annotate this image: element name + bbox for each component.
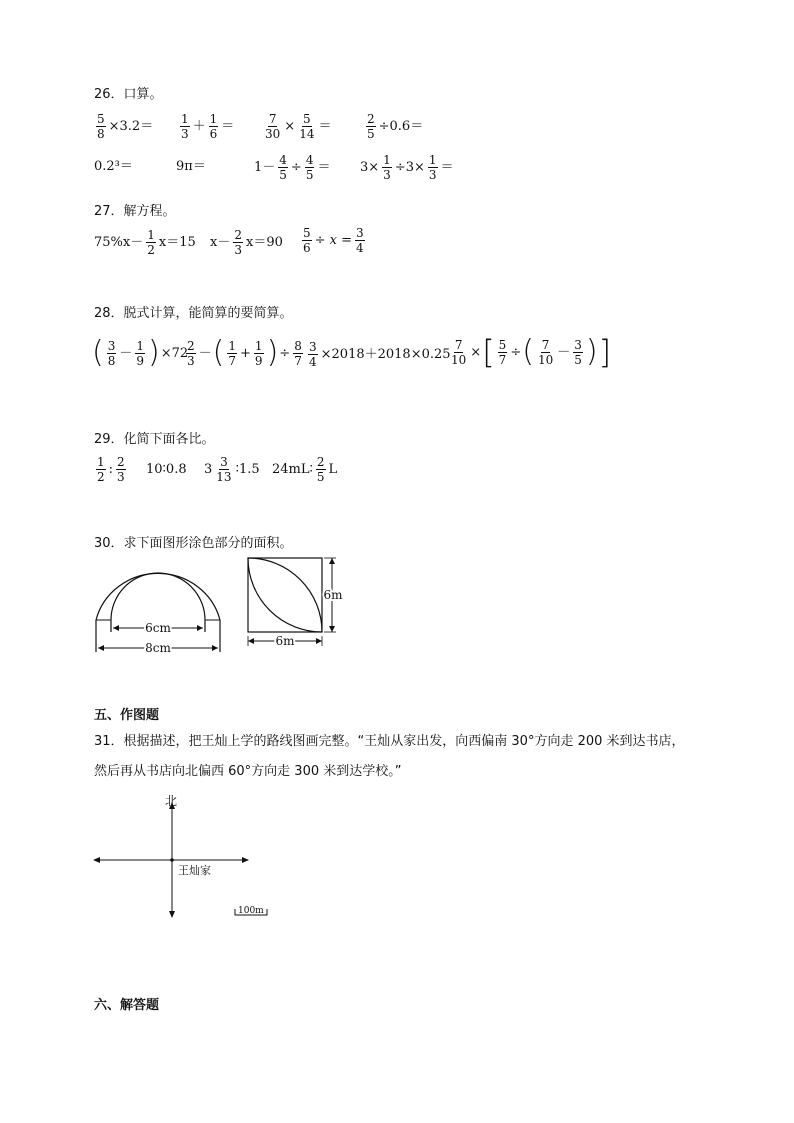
denominator: 5 [279,168,287,182]
numerator: 7 [541,337,550,352]
numerator: 3 [220,455,228,469]
numerator: 2 [367,112,375,126]
q28-expr-3 [306,340,451,369]
denominator: 5 [305,168,314,182]
denominator: 30 [265,127,281,141]
q26-expr-1 [94,112,153,141]
numerator: 1 [228,338,237,353]
denominator: 5 [316,470,325,484]
expr-text: ×3.2＝ [108,119,154,134]
numerator: 5 [498,337,507,352]
q26-expr-5 [94,160,133,173]
q27-equation-3 [300,226,367,255]
square-leaf-figure [244,552,354,652]
arc-upper [248,558,322,632]
numerator: 1 [136,338,145,353]
expr-text: 24mL∶ [272,462,313,477]
outer-dimension-label: 8cm [145,641,171,655]
denominator: 7 [294,353,302,368]
numerator: 5 [97,112,105,126]
denominator: 10 [537,352,554,367]
numerator: 4 [305,153,314,167]
north-label: 北 [165,794,178,808]
operator: － [119,345,133,361]
q30-title: 30．求下面图形涂色部分的面积。 [94,536,293,551]
q28-title: 28．脱式计算，能简算的要简算。 [94,306,293,321]
numerator: 2 [234,228,242,242]
q28-expr-2: $\frac{2}{3}$ － ( $\frac{1}{7}$ + $\frac{1}{9}$ ) ÷ $\frac{8}{7}$ [187,335,302,370]
numerator: 2 [187,338,195,353]
q26-expr-8 [360,153,454,182]
numerator: 1 [254,338,263,353]
denominator: 6 [209,127,218,141]
denominator: 10 [451,352,467,367]
q26-expr-7 [254,153,330,182]
numerator: 4 [279,153,287,167]
numerator: 1 [383,153,391,167]
scale-label: 100m [238,906,264,916]
denominator: 2 [147,243,155,257]
q27-equation-1 [94,228,196,257]
numerator: 7 [454,337,463,352]
expr-text: L [328,462,338,477]
expr-text: ∶1.5 [235,462,260,477]
expr-text: 75%x－ [94,235,144,250]
denominator: 2 [97,470,105,484]
operator: ÷ [290,160,302,175]
q28-expr-1: ( $\frac{3}{8}$ － $\frac{1}{9}$ ) ×72 [92,335,189,370]
expr-text: ÷3× [394,160,425,175]
expr-text: ×2018＋2018×0.25 [320,347,451,362]
home-label: 王灿家 [178,864,211,877]
denominator: 14 [299,127,315,141]
expr-text: x＝15 [158,235,196,250]
inner-dimension-label: 6cm [145,621,171,635]
square [248,558,322,632]
direction-diagram [90,790,290,925]
q29-ratio-4 [272,455,337,484]
semicircle-ring-figure [90,552,230,656]
east-arrow-icon [242,857,249,863]
q29-title: 29．化简下面各比。 [94,432,215,447]
numerator: 8 [294,338,302,353]
south-arrow-icon [169,911,175,918]
denominator: 13 [216,470,232,484]
numerator: 1 [181,112,189,126]
q27-equation-2 [210,228,283,257]
operator: × [284,119,296,134]
width-label: 6m [275,634,295,648]
operator: － [198,345,212,361]
denominator: 3 [117,470,125,484]
outer-arc [96,573,220,620]
expr-text: x－ [210,235,231,250]
expr-text: 9π＝ [176,159,206,174]
expr-text: 1－ [254,160,276,175]
operator: ÷ [510,344,522,360]
q26-expr-4 [364,112,423,141]
west-arrow-icon [93,857,100,863]
operator: ÷ [279,345,291,361]
home-point [170,858,174,862]
q26-expr-6 [176,160,206,173]
denominator: 3 [234,243,242,257]
operator: ＋ [192,119,206,134]
numerator: 3 [309,340,317,354]
operator: + [240,345,251,361]
denominator: 8 [107,353,116,368]
equals: ＝ [317,160,331,175]
expr-text: 10∶0.8 [146,462,187,477]
denominator: 9 [136,353,145,368]
section-6-heading: 六、解答题 [94,998,160,1013]
q26-title: 26．口算。 [94,87,163,102]
q29-ratio-1 [94,455,128,484]
denominator: 4 [356,241,364,255]
denominator: 3 [428,168,437,182]
operator: － [557,344,571,360]
q29-ratio-3 [204,455,260,484]
q27-title: 27．解方程。 [94,204,176,219]
numerator: 2 [316,455,325,469]
denominator: 9 [254,353,263,368]
inner-arc [111,573,205,620]
denominator: 3 [181,127,189,141]
equals: ＝ [318,119,332,134]
expr-text: ×72 [160,345,189,361]
operator: × [470,344,482,360]
numerator: 1 [428,153,437,167]
equals: ＝ [440,160,454,175]
denominator: 3 [383,168,391,182]
equals: ＝ [221,119,235,134]
section-5-heading: 五、作图题 [94,708,160,723]
denominator: 5 [367,127,375,141]
expr-text: 0.2³＝ [94,159,133,174]
q28-expr-4: $\frac{7}{10}$ × [ $\frac{5}{7}$ ÷ ( $\frac{7}{10}$ － $\frac{3}{5}$ ) ] [451,333,612,371]
q26-expr-2 [178,112,234,141]
numerator: 1 [147,228,155,242]
expr-text: 3× [360,160,380,175]
colon: : [108,462,114,477]
numerator: 1 [209,112,218,126]
q31-text-line-1: 31．根据描述，把王灿上学的路线图画完整。“王灿从家出发，向西偏南 30°方向走 200 米到达书店， [94,734,685,749]
denominator: 6 [303,241,311,255]
denominator: 5 [574,352,582,367]
denominator: 8 [97,127,105,141]
denominator: 7 [498,352,507,367]
q26-expr-3 [262,112,331,141]
numerator: 1 [97,455,105,469]
q31-text-line-2: 然后再从书店向北偏西 60°方向走 300 米到达学校。” [94,764,402,779]
arc-lower [248,558,322,632]
q29-ratio-2 [146,463,187,476]
numerator: 3 [107,338,116,353]
denominator: 7 [228,353,237,368]
expr-text: ÷0.6＝ [378,119,424,134]
numerator: 3 [356,226,364,240]
numerator: 5 [303,226,311,240]
denominator: 3 [187,353,195,368]
numerator: 7 [268,112,277,126]
expr-text: x＝90 [245,235,283,250]
numerator: 5 [303,112,311,126]
denominator: 4 [309,355,317,369]
numerator: 2 [117,455,125,469]
height-label: 6m [323,588,343,602]
whole-number: 3 [204,462,213,477]
expr-text: ÷ x = [314,233,353,248]
numerator: 3 [574,337,582,352]
